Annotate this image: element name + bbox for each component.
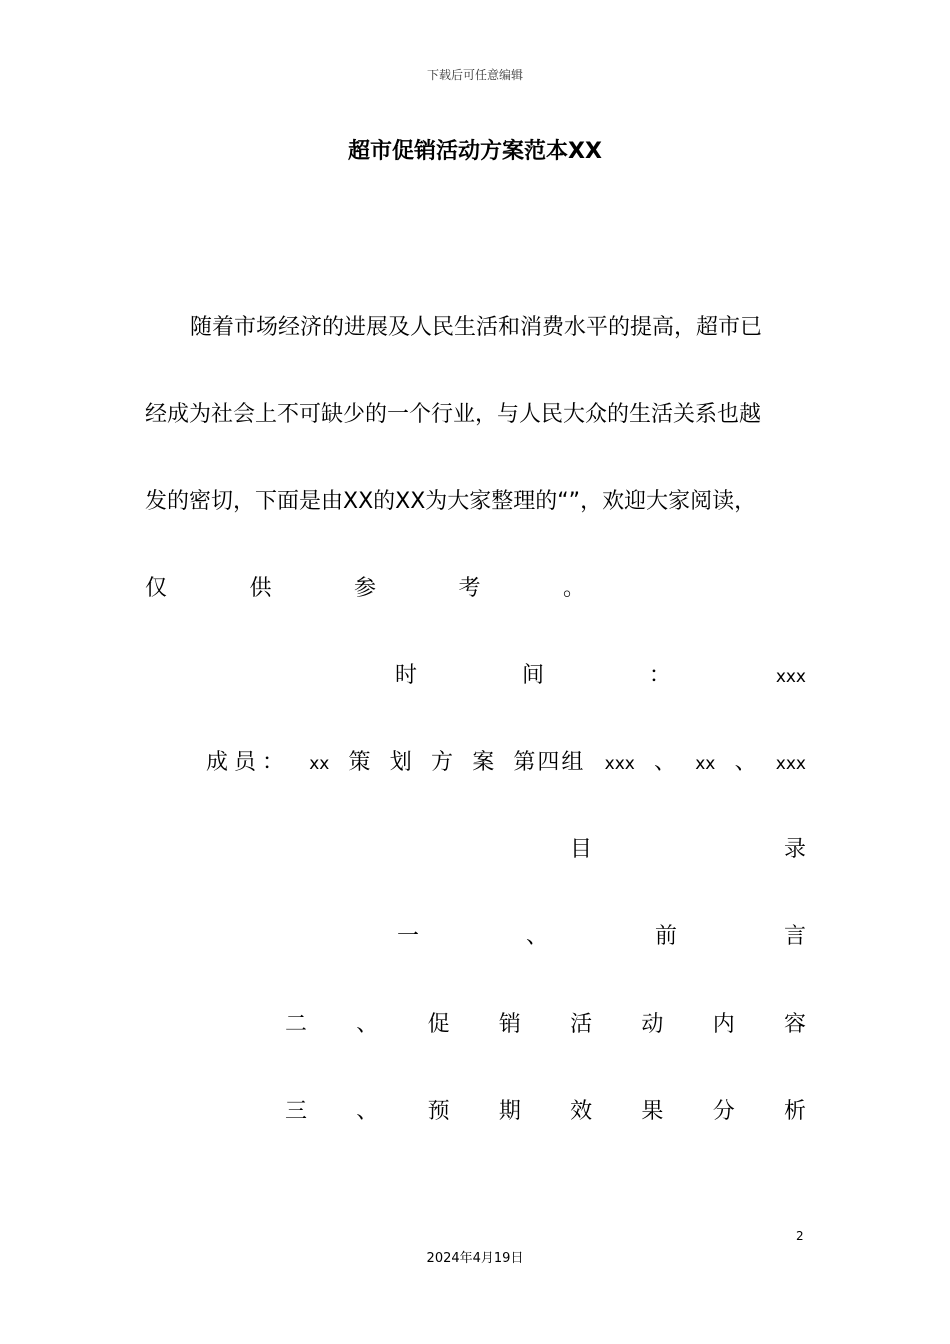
toc-item-char: 销 (498, 1012, 521, 1037)
members-row (206, 748, 806, 779)
members-label: 成员： (206, 750, 291, 775)
time-label-char: 间 (521, 663, 544, 688)
footer-date: 2024年4月19日 (426, 1251, 524, 1266)
toc-item-char: 果 (641, 1099, 664, 1124)
toc-item-3 (285, 1097, 806, 1127)
time-label-char: 时 (395, 663, 418, 688)
time-colon: ： (648, 663, 671, 688)
toc-item-char: 、 (525, 924, 548, 949)
intro-char: 参 (353, 576, 376, 601)
intro-line-3: 发的密切，下面是由XX的XX为大家整理的“”，欢迎大家阅读， (145, 489, 757, 514)
page-number: 2 (796, 1229, 804, 1243)
time-value: xxx (775, 667, 806, 687)
toc-item-char: 活 (570, 1012, 593, 1037)
members-token: xxx (775, 754, 806, 774)
intro-char: 供 (249, 576, 272, 601)
toc-item-char: 容 (783, 1012, 806, 1037)
toc-item-1 (397, 922, 806, 952)
intro-line-4 (145, 574, 585, 604)
toc-item-char: 分 (712, 1099, 735, 1124)
toc-item-char: 内 (712, 1012, 735, 1037)
members-token: 策 (348, 750, 371, 775)
toc-item-char: 预 (427, 1099, 450, 1124)
toc-item-char: 动 (641, 1012, 664, 1037)
members-token: 划 (389, 750, 412, 775)
toc-heading-char: 录 (783, 837, 806, 862)
toc-item-char: 二 (285, 1012, 308, 1037)
members-token: 、 (734, 750, 757, 775)
toc-heading (570, 835, 806, 865)
time-row (395, 661, 806, 692)
intro-line-1: 随着市场经济的进展及人民生活和消费水平的提高，超市已 (190, 315, 763, 340)
intro-char: 仅 (145, 576, 168, 601)
members-token: xx (309, 754, 330, 774)
toc-item-char: 、 (356, 1099, 379, 1124)
document-title: 超市促销活动方案范本XX (348, 139, 602, 164)
members-token: 方 (430, 750, 453, 775)
members-token: 第四组 (513, 750, 586, 775)
members-token: 案 (472, 750, 495, 775)
members-token: xxx (604, 754, 635, 774)
members-token: xx (695, 754, 716, 774)
toc-item-char: 一 (397, 924, 420, 949)
toc-item-char: 前 (654, 924, 677, 949)
header-note: 下载后可任意编辑 (426, 68, 523, 82)
toc-item-2 (285, 1010, 806, 1040)
toc-item-char: 析 (783, 1099, 806, 1124)
toc-item-char: 三 (285, 1099, 308, 1124)
intro-char: 。 (562, 576, 585, 601)
toc-item-char: 效 (570, 1099, 593, 1124)
members-token: 、 (654, 750, 677, 775)
intro-char: 考 (458, 576, 481, 601)
toc-item-char: 言 (783, 924, 806, 949)
intro-line-2: 经成为社会上不可缺少的一个行业，与人民大众的生活关系也越 (145, 402, 762, 427)
toc-item-char: 期 (498, 1099, 521, 1124)
toc-heading-char: 目 (570, 837, 593, 862)
toc-item-char: 、 (356, 1012, 379, 1037)
toc-item-char: 促 (427, 1012, 450, 1037)
